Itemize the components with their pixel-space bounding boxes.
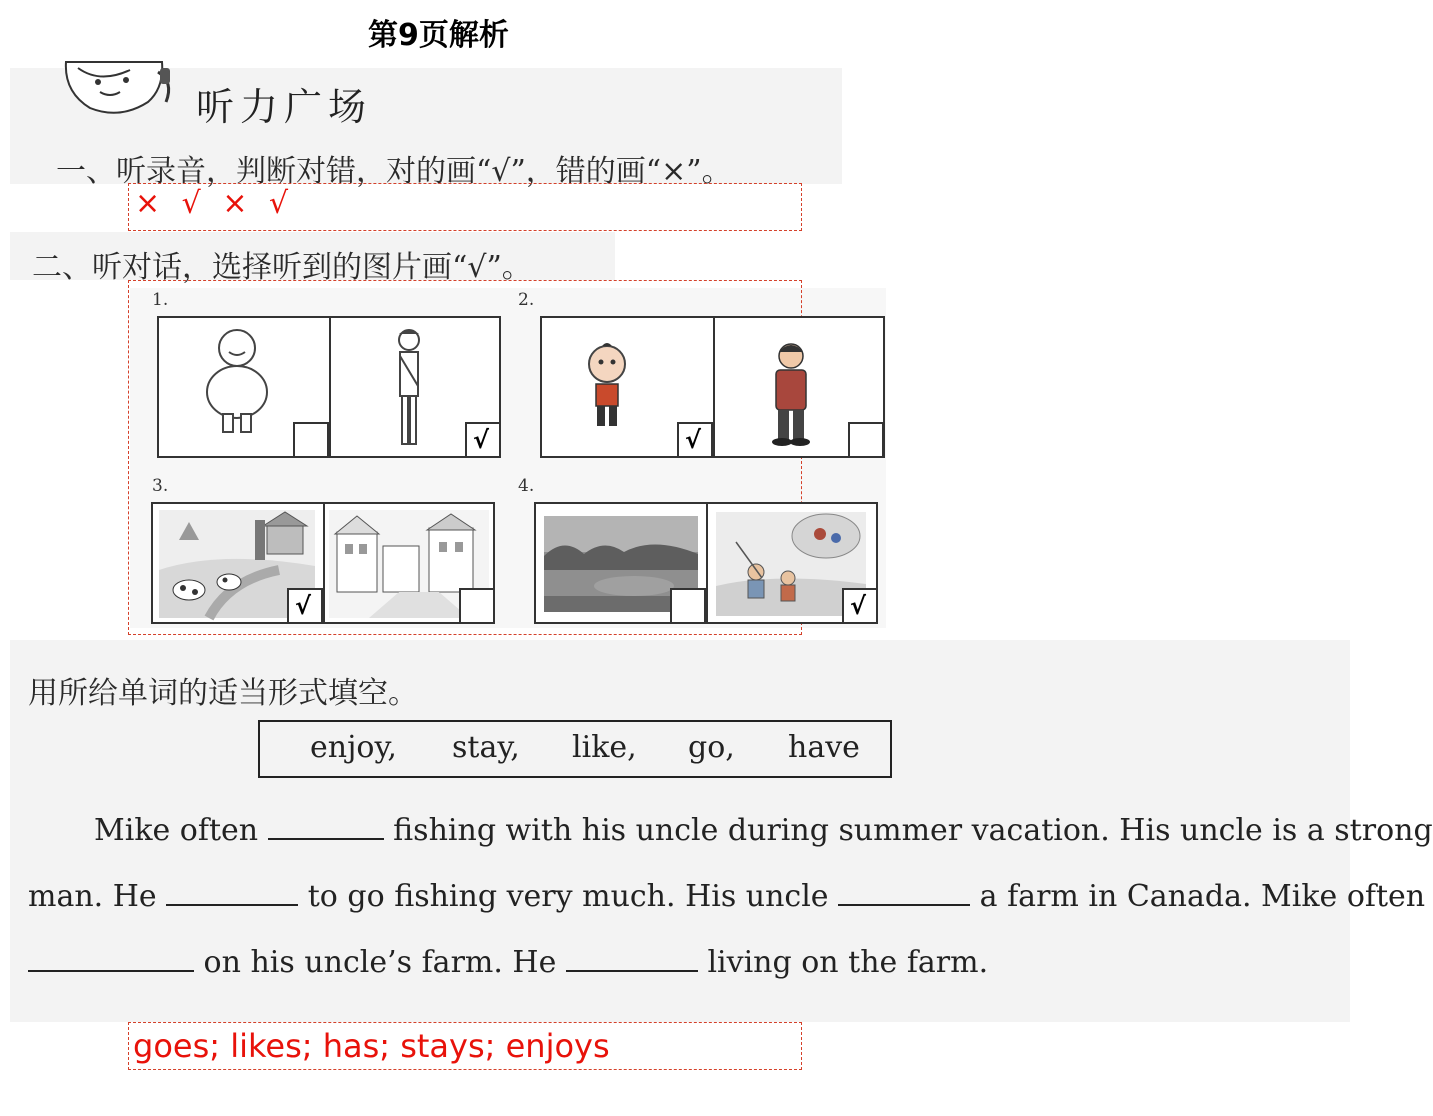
divider [329,318,331,456]
word-bank-item: like, [572,730,637,765]
q3-answer-box [128,1022,802,1070]
q1-answer-box [128,183,802,231]
check-mark: √ [685,426,702,454]
item-number: 2. [518,290,535,310]
item2-right-checkbox [848,422,884,458]
item3-left-checkbox [287,588,323,624]
passage-text: Mike often [94,813,259,848]
check-mark: √ [850,592,867,620]
passage-text: living on the farm. [707,945,989,980]
item3-picture-panel [151,502,495,624]
word-bank-item: enjoy, [310,730,397,765]
item4-picture-panel [534,502,878,624]
divider [706,504,708,622]
item-number: 1. [152,290,169,310]
divider [323,504,325,622]
word-bank [258,720,892,778]
small-boy-picture [582,340,632,434]
passage-line-1 [94,812,1433,848]
item2-left-checkbox [677,422,713,458]
passage-line-2 [28,878,1425,914]
passage-text: to go fishing very much. His uncle [307,879,829,914]
fill-blank-3 [838,878,970,906]
section-title: 听力广场 [196,85,373,129]
tall-man-picture [764,338,818,448]
item-number: 4. [518,476,535,496]
word-bank-item: have [788,730,860,765]
fat-boy-picture [199,326,279,436]
item1-right-checkbox [465,422,501,458]
passage-text: a farm in Canada. Mike often [979,879,1426,914]
item1-left-checkbox [293,422,329,458]
passage-line-3 [28,944,988,980]
item2-picture-panel [540,316,885,458]
q1-instruction: 一、听录音，判断对错，对的画“√”，错的画“×”。 [56,154,732,189]
passage-text: man. He [28,879,157,914]
item4-left-checkbox [670,588,706,624]
word-bank-item: stay, [452,730,520,765]
page-title: 第9页解析 [368,18,509,53]
q1-answer: × √ × √ [135,186,295,221]
q3-answer: goes; likes; has; stays; enjoys [133,1027,610,1065]
q2-instruction: 二、听对话，选择听到的图片画“√”。 [32,250,532,285]
item-number: 3. [152,476,169,496]
check-mark: √ [473,426,490,454]
fill-blank-5 [566,944,698,972]
item1-picture-panel [157,316,501,458]
fill-blank-1 [268,812,384,840]
q3-instruction: 用所给单词的适当形式填空。 [28,676,418,711]
mascot-illustration [60,62,180,118]
passage-text: fishing with his uncle during summer vacation. His uncle is a strong [393,813,1433,848]
check-mark: √ [295,592,312,620]
fill-blank-2 [166,878,298,906]
passage-text: on his uncle’s farm. He [203,945,557,980]
divider [713,318,715,456]
item4-right-checkbox [842,588,878,624]
item3-right-checkbox [459,588,495,624]
thin-boy-picture [384,326,434,450]
fill-blank-4 [28,944,194,972]
word-bank-item: go, [688,730,735,765]
